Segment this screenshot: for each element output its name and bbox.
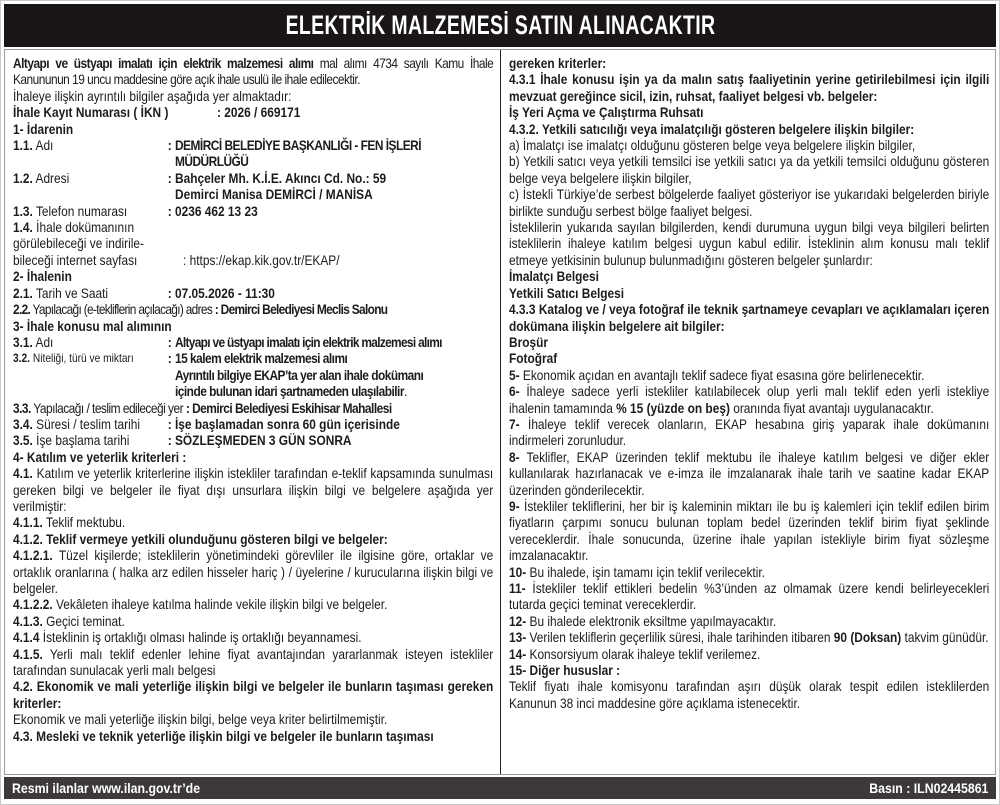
field-label [13, 285, 168, 301]
field-value [175, 203, 493, 219]
text-run: İsteklilerin yukarıda sayılan bilgilerden, kendi durumuna uygun bilgi veya bilgileri belirten isteklilerin ihaleye katılım belgesi uygun kabul edilir. İsteklinin alım konusu malı teklif etmeye yetkisinin bulunup bulunmadığını gösteren belgeler şunlardır: [508, 219, 989, 268]
left-column-text [13, 55, 493, 744]
paragraph [13, 301, 493, 317]
field-value [224, 104, 493, 120]
field-colon: : [183, 251, 190, 268]
field-colon: : [217, 104, 225, 121]
text-run: Bahçeler Mh. K.İ.E. Akıncı Cd. No.: 59 [174, 169, 387, 186]
announcement-title-bar [4, 4, 996, 47]
paragraph [509, 646, 989, 662]
paragraph [13, 678, 493, 711]
text-run: . [403, 383, 407, 400]
paragraph [509, 153, 989, 186]
field-value [175, 334, 493, 350]
text-run: 2.2. [13, 301, 31, 318]
text-run: 12- [508, 612, 526, 629]
text-run: 2.1. [13, 284, 33, 301]
paragraph [509, 334, 989, 350]
text-run: 4.1.2. Teklif vermeye yetkili olunduğunu gösteren bilgi ve belgeler: [13, 530, 388, 547]
text-run: Ekonomik açıdan en avantajlı teklif sadece fiyat esasına göre belirlenecektir. [519, 366, 924, 383]
text-run: 14- [508, 645, 526, 662]
text-run: 4.1.4 [13, 629, 40, 646]
field-row [13, 104, 493, 120]
field-value [190, 252, 494, 268]
field-colon: : [167, 202, 175, 219]
field-row [13, 170, 493, 203]
paragraph [509, 678, 989, 711]
text-run: Ayrıntılı bilgiye EKAP’ta yer alan ihale dokümanı [174, 366, 424, 383]
field-value [175, 285, 493, 301]
text-run: İhale Kayıt Numarası ( İKN ) [13, 104, 169, 121]
text-run: 1.3. [13, 202, 33, 219]
text-run: Niteliği, türü ve miktarı [30, 351, 134, 366]
text-run: DEMİRCİ BELEDİYE BAŞKANLIĞI - FEN İŞLERİ MÜDÜRLÜĞÜ [174, 137, 422, 170]
text-run: 7- [508, 415, 520, 432]
field-label [13, 219, 183, 268]
text-run: SÖZLEŞMEDEN 3 GÜN SONRA [174, 432, 352, 449]
text-run: a) İmalatçı ise imalatçı olduğunu gösteren belge veya belgelere ilişkin bilgiler, [508, 137, 915, 154]
text-run: 4.1. [13, 465, 33, 482]
paragraph [13, 514, 493, 530]
text-run: 2026 / 669171 [224, 104, 301, 121]
text-run: Fotoğraf [508, 350, 557, 367]
text-run: 4.1.3. [13, 612, 43, 629]
text-run: İhaleye ilişkin ayrıntılı bilgiler aşağıda yer almaktadır: [13, 87, 292, 104]
field-row [13, 432, 493, 448]
text-run: 1.1. [13, 137, 33, 154]
paragraph [13, 121, 493, 137]
paragraph [509, 613, 989, 629]
text-run: Geçici teminat. [42, 612, 125, 629]
field-row [13, 334, 493, 350]
text-run: 5- [508, 366, 520, 383]
right-column-text [509, 55, 989, 711]
text-run: 8- [508, 448, 520, 465]
text-run: Verilen tekliflerin geçerlilik süresi, ihale tarihinden itibaren [525, 629, 834, 646]
paragraph [509, 662, 989, 678]
field-colon: : [167, 350, 175, 367]
text-run: Telefon numarası [32, 202, 128, 219]
text-run: Yerli malı teklif edenler lehine fiyat avantajından yararlanmak isteyen istekliler tarafından sunulacak yerli malı belgesi [13, 645, 494, 679]
text-run: Katılım ve yeterlik kriterlerine ilişkin istekliler tarafından e-teklif kapsamında sunulması gereken bilgi ve belgeler ile fiyat dışı unsurlara ilişkin bilgi ve belgelere aşağıda yer verilmiştir: [13, 465, 494, 514]
field-colon: : [167, 333, 175, 350]
text-run: mal alımı 4734 sayılı Kamu İhale Kanununun 19 uncu maddesine göre açık ihale usulü ile ihale edilecektir. [13, 55, 494, 88]
field-value [175, 170, 493, 203]
text-run: Ekonomik ve mali yeterliğe ilişkin bilgi, belge veya kriter belirtilmemiştir. [13, 711, 388, 728]
text-run: 3- İhale konusu mal alımının [13, 317, 172, 334]
field-colon: : [167, 284, 175, 301]
text-run: Yapılacağı / teslim edileceği yer [30, 399, 186, 416]
text-run: https://ekap.kik.gov.tr/EKAP/ [189, 251, 340, 268]
paragraph [509, 629, 989, 645]
text-run: İsteklinin iş ortaklığı olması halinde iş ortaklığı beyannamesi. [39, 629, 362, 646]
field-label [13, 432, 168, 448]
text-run: Teklifler, EKAP üzerinden teklif mektubu ile ihaleye katılım belgesi ve diğer ekler kullanılarak hazırlanacak ve e-imza ile imzalanarak ihale tarih ve saatine kadar EKAP üzerinden gönderilecektir. [508, 448, 989, 498]
field-label [13, 334, 168, 350]
paragraph [13, 268, 493, 284]
paragraph [13, 711, 493, 727]
text-run: : Demirci Belediyesi Eskihisar Mahallesi [185, 399, 392, 416]
field-row [13, 137, 493, 170]
paragraph [509, 301, 989, 334]
text-run: Teklif mektubu. [42, 514, 126, 531]
text-run: 4.3.3 Katalog ve / veya fotoğraf ile teknik şartnameye cevapları ve açıklamaları içeren dokümana ilişkin belgelere ait bilgiler: [508, 301, 989, 334]
text-run: gereken kriterler: [508, 55, 606, 71]
text-run: Vekâleten ihaleye katılma halinde vekile ilişkin bilgi ve belgeler. [52, 596, 388, 613]
text-run: 15- Diğer hususlar : [508, 662, 620, 679]
text-run: Bu ihalede elektronik eksiltme yapılmayacaktır. [525, 612, 776, 629]
paragraph [13, 728, 493, 744]
paragraph [13, 531, 493, 547]
text-run: Teklif fiyatı ihale komisyonu tarafından aşırı düşük olarak tespit edilen isteklilerden Kanunun 38 inci maddesine göre açıklama istenecektir. [508, 678, 989, 711]
text-run: 3.4. [13, 415, 33, 432]
text-run: 4.1.2.1. [13, 547, 53, 564]
text-run: Altyapı ve üstyapı imalatı için elektrik malzemesi alımı [174, 333, 442, 350]
field-row [13, 219, 493, 268]
field-value [175, 416, 493, 432]
paragraph [509, 498, 989, 564]
announcement-body [4, 49, 996, 775]
paragraph [509, 104, 989, 120]
text-run: 6- [508, 383, 520, 400]
text-run: Broşür [508, 333, 548, 350]
text-run: takvim günüdür. [900, 629, 989, 646]
text-run: Bu ihalede, işin tamamı için teklif verilecektir. [525, 563, 765, 580]
press-number: Basın : ILN02445861 [868, 780, 988, 796]
text-run: Süresi / teslim tarihi [32, 415, 140, 432]
right-column [501, 50, 996, 774]
text-run: İş Yeri Açma ve Çalıştırma Ruhsatı [508, 104, 703, 121]
text-run: 4.2. Ekonomik ve mali yeterliğe ilişkin bilgi ve belgeler ile bunların taşıması gereken kriterler: [13, 678, 494, 711]
text-run: 15 kalem elektrik malzemesi alımı [174, 350, 348, 367]
text-run: Tarih ve Saati [32, 284, 109, 301]
paragraph [13, 629, 493, 645]
text-run: 1.2. [13, 169, 33, 186]
paragraph [509, 219, 989, 268]
page-title: ELEKTRİK MALZEMESİ SATIN ALINACAKTIR [285, 10, 715, 40]
paragraph [13, 318, 493, 334]
field-row [13, 285, 493, 301]
paragraph [509, 55, 989, 71]
text-run: 10- [508, 563, 526, 580]
text-run: Yetkili Satıcı Belgesi [508, 284, 624, 301]
field-value [175, 350, 493, 399]
paragraph [509, 383, 989, 416]
text-run: 4.1.5. [13, 645, 43, 662]
paragraph [509, 268, 989, 284]
text-run: Adı [32, 333, 54, 350]
field-label [13, 137, 168, 153]
field-colon: : [167, 432, 175, 449]
paragraph [509, 186, 989, 219]
text-run: 4.1.1. [13, 514, 43, 531]
text-run: b) Yetkili satıcı veya yetkili temsilci ise yetkili satıcı ya da yetkili temsilci olduğunu gösteren belge veya belgelere ilişkin bilgiler, [508, 153, 989, 186]
text-run: 0236 462 13 23 [174, 202, 258, 219]
text-run: Altyapı ve üstyapı imalatı için elektrik malzemesi alımı [13, 55, 314, 71]
text-run: Adı [32, 137, 54, 154]
text-run: 4- Katılım ve yeterlik kriterleri : [13, 448, 187, 465]
text-run: 90 (Doksan) [833, 629, 901, 646]
paragraph [13, 400, 493, 416]
text-run: Adresi [32, 169, 70, 186]
text-run: 1- İdarenin [13, 120, 74, 137]
text-run: Yapılacağı (e-tekliflerin açılacağı) adres [30, 301, 215, 318]
text-run: İhaleye sadece yerli istekliler katılabilecek olup yerli malı teklif eden yerli istekliye ihalenin tamamında [508, 383, 989, 416]
text-run: 3.5. [13, 432, 33, 449]
text-run: 2- İhalenin [13, 268, 72, 285]
text-run: c) İstekli Türkiye’de serbest bölgelerde faaliyet gösteriyor ise yukarıdaki belgelerden biriyle birlikte sunduğu serbest bölge faaliyet belgesi. [508, 186, 989, 219]
left-column [5, 50, 500, 774]
field-row [13, 203, 493, 219]
field-label [13, 416, 168, 432]
field-colon: : [167, 169, 175, 186]
field-colon: : [167, 137, 175, 154]
text-run: 4.3.1 İhale konusu işin ya da malın satış faaliyetinin yerine getirilebilmesi için ilgili mevzuat gereğince sicil, izin, ruhsat, faaliyet belgesi vb. belgeler: [508, 71, 989, 104]
paragraph [509, 350, 989, 366]
text-run: 13- [508, 629, 526, 646]
paragraph [13, 547, 493, 596]
text-run: : Demirci Belediyesi Meclis Salonu [214, 301, 388, 318]
paragraph [509, 71, 989, 104]
field-label [13, 104, 217, 120]
paragraph [509, 449, 989, 498]
text-run: % 15 (yüzde on beş) [615, 399, 730, 416]
footer-bar [4, 777, 996, 799]
field-value [175, 432, 493, 448]
text-run: 4.1.2.2. [13, 596, 53, 613]
paragraph [13, 55, 493, 88]
paragraph [13, 465, 493, 514]
text-run: Demirci Manisa DEMİRCİ / MANİSA [174, 186, 373, 203]
text-run: 3.1. [13, 333, 33, 350]
text-run: 3.3. [13, 399, 31, 416]
paragraph [509, 580, 989, 613]
field-value [175, 137, 493, 170]
text-run: Konsorsiyum olarak ihaleye teklif verilemez. [525, 645, 760, 662]
text-run: 3.2. [13, 351, 31, 366]
text-run: içinde bulunan idari şartnameden ulaşılabilir [174, 383, 404, 400]
paragraph [509, 137, 989, 153]
text-run: İhaleye teklif verecek olanların, EKAP hesabına giriş yaparak ihale dokümanını indirmeleri zorunludur. [508, 415, 989, 449]
text-run: 11- [508, 580, 526, 596]
official-ads-label: Resmi ilanlar www.ilan.gov.tr’de [12, 780, 201, 796]
text-run: İşe başlama tarihi [32, 432, 130, 449]
field-colon: : [167, 415, 175, 432]
text-run: İstekliler tekliflerini, her bir iş kaleminin miktarı ile bu iş kalemleri için teklif edilen birim fiyatların çarpımı sonucu bulunan toplam bedel üzerinden teklif birim fiyat şeklinde vereceklerdir. İhale sonucunda, üzerine ihale yapılan istekliyle birim fiyat sözleşme imzalanacaktır. [508, 497, 989, 564]
text-run: 1.4. [13, 219, 33, 236]
text-run: İşe başlamadan sonra 60 gün içerisinde [174, 415, 400, 432]
paragraph [509, 285, 989, 301]
text-run: İstekliler teklif ettikleri bedelin %3’ünden az olmamak üzere kendi belirleyecekleri tutarda geçici teminat vereceklerdir. [508, 580, 989, 613]
text-run: Tüzel kişilerde; isteklilerin yönetimindeki görevliler ile ilgisine göre, ortaklar ve ortaklık oranlarına ( halka arz edilen hisseler hariç ) / üyelerine / kurucularına ilişkin bilgi ve belgeler. [13, 547, 494, 596]
field-row [13, 416, 493, 432]
text-run: oranında fiyat avantajı uygulanacaktır. [729, 399, 934, 416]
paragraph [509, 121, 989, 137]
paragraph [13, 596, 493, 612]
field-label [13, 203, 168, 219]
text-run: İmalatçı Belgesi [508, 268, 599, 285]
paragraph [509, 416, 989, 449]
text-run: 9- [508, 497, 520, 514]
text-run: İhale dokümanının görülebileceği ve indirile-bileceği internet sayfası [13, 219, 144, 268]
field-label [13, 170, 168, 186]
text-run: 4.3.2. Yetkili satıcılığı veya imalatçılığı gösteren belgelere ilişkin bilgiler: [508, 120, 914, 137]
paragraph [509, 367, 989, 383]
paragraph [13, 88, 493, 104]
field-label [13, 350, 168, 366]
paragraph [13, 613, 493, 629]
text-run: 4.3. Mesleki ve teknik yeterliğe ilişkin bilgi ve belgeler ile bunların taşıması [13, 727, 434, 744]
paragraph [509, 564, 989, 580]
text-run: 07.05.2026 - 11:30 [174, 284, 275, 301]
field-row [13, 350, 493, 399]
paragraph [13, 449, 493, 465]
paragraph [13, 646, 493, 679]
